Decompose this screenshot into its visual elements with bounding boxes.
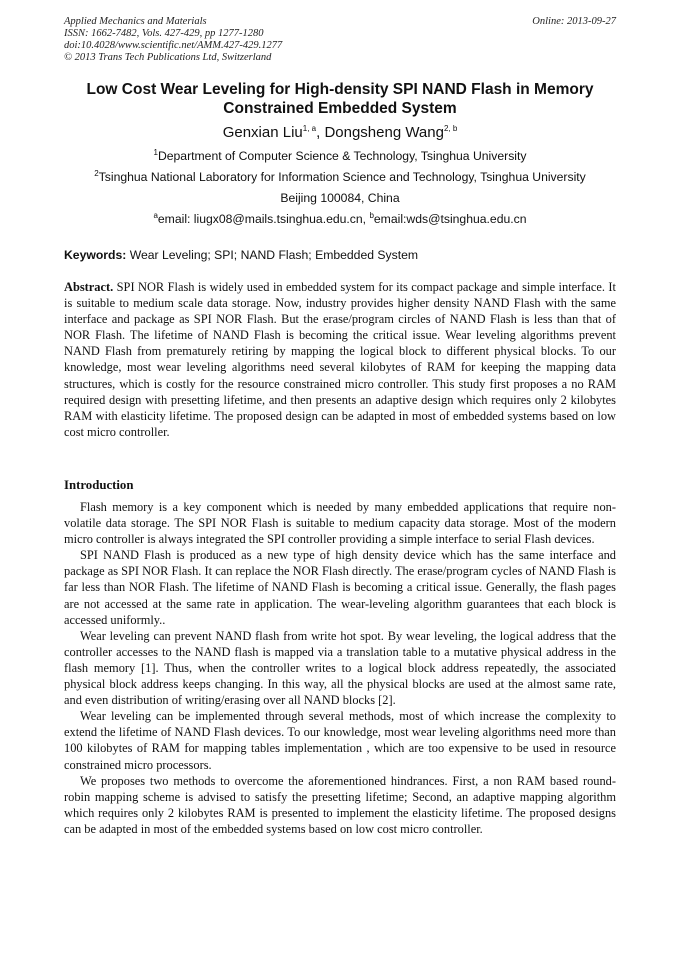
- affiliation-1: [64, 149, 616, 164]
- copyright-line: © 2013 Trans Tech Publications Ltd, Switzerland: [64, 52, 272, 63]
- keywords: [64, 248, 616, 263]
- section-heading-introduction: Introduction: [64, 478, 134, 492]
- journal-header: [64, 16, 616, 64]
- abstract: [64, 279, 616, 440]
- paragraph: Wear leveling can be implemented through several methods, most of which increase the complexity to extend the lifetime of NAND Flash devices. To our knowledge, most wear leveling algorithms need more than 100 kilobytes of RAM for mapping tables implementation , which are too expensive to be used in resource constrained micro processors.: [64, 709, 616, 772]
- keywords-label: Keywords:: [64, 248, 127, 262]
- introduction-body: [64, 499, 616, 837]
- email-superscript: b: [369, 210, 374, 220]
- online-date: Online: 2013-09-27: [532, 16, 616, 27]
- paragraph: We proposes two methods to overcome the aforementioned hindrances. First, a non RAM based round-robin mapping scheme is advised to satisfy the presetting lifetime; Second, an adaptive mapping algorithm which requires only 2 kilobytes RAM is presented to implement the elasticity lifetime. The proposed designs can be adapted in most of the embedded systems based on low cost micro controller.: [64, 773, 616, 836]
- affiliation-city: Beijing 100084, China: [280, 191, 400, 205]
- author-line: [64, 124, 616, 142]
- paragraph: Wear leveling can prevent NAND flash from write hot spot. By wear leveling, the logical address that the controller accesses to the NAND flash is mapped via a translation table to a mutative physical address in the flash memory [1]. Thus, when the controller writes to a logical block address repeatedly, the associated physical block address keeps changing. In this way, all the physical blocks are used at the almost same rate, and even distribution of writing/erasing over all NAND blocks [2].: [64, 628, 616, 708]
- author-name: Genxian Liu: [222, 124, 303, 141]
- affiliation-2: [64, 170, 616, 185]
- paper-title: Low Cost Wear Leveling for High-density SPI NAND Flash in Memory Constrained Embedded System: [86, 81, 594, 117]
- email-text: email:wds@tsinghua.edu.cn: [373, 212, 527, 226]
- affiliation-superscript: 1: [153, 147, 158, 157]
- issn-line: ISSN: 1662-7482, Vols. 427-429, pp 1277-1280: [64, 28, 264, 39]
- paragraph: Flash memory is a key component which is needed by many embedded applications that require non-volatile data storage. The SPI NOR Flash is suitable to medium capacity data storage. Most of the modern micro controller is always integrated the SPI controller providing a simple interface to serial Flash devices.: [64, 500, 616, 547]
- doi-line: doi:10.4028/www.scientific.net/AMM.427-429.1277: [64, 40, 283, 51]
- author-name: Dongsheng Wang: [324, 124, 444, 141]
- affiliation-text: Tsinghua National Laboratory for Information Science and Technology, Tsinghua University: [98, 170, 586, 184]
- affiliation-superscript: 2: [94, 168, 99, 178]
- email-superscript: a: [153, 210, 158, 220]
- author-separator: ,: [316, 124, 325, 141]
- author-superscript: 1, a: [302, 124, 317, 133]
- keywords-text: Wear Leveling; SPI; NAND Flash; Embedded System: [126, 248, 419, 262]
- paragraph: SPI NAND Flash is produced as a new type of high density device which has the same interface and package as SPI NOR Flash. It can replace the NOR Flash directly. The erase/program cycles of NAND Flash is far less than NOR Flash. The lifetime of NAND Flash is becoming a critical issue. Generally, the flash pages are not accessed at the same rate in application. The wear-leveling algorithm guarantees that each block is accessed uniformly..: [64, 548, 616, 627]
- affiliation-text: Department of Computer Science & Technology, Tsinghua University: [157, 149, 527, 163]
- email-line: [64, 212, 616, 227]
- abstract-text: SPI NOR Flash is widely used in embedded system for its compact package and simple interface. It is suitable to medium scale data storage. Now, industry provides higher density NAND Flash with the same interface and package as SPI NOR Flash. But the erase/program circles of NAND Flash is less than that of NOR Flash. The lifetime of NAND Flash is becoming the critical issue. Wear leveling algorithms prevent NAND Flash from prematurely retiring by mapping the logical block to different physical blocks. To our knowledge, most wear leveling algorithms need several kilobytes of RAM for keeping the mapping data structures, which is costly for the resource constrained micro controller. This study first proposes a no RAM required design with presetting lifetime, and then presents an adaptive design which requires only 2 kilobytes RAM with elasticity lifetime. The proposed design can be adapted in most of embedded systems based on low cost micro controller.: [64, 280, 616, 439]
- author-superscript: 2, b: [443, 124, 458, 133]
- abstract-label: Abstract.: [64, 280, 114, 294]
- journal-name: Applied Mechanics and Materials: [64, 16, 207, 27]
- email-text: email: liugx08@mails.tsinghua.edu.cn,: [157, 212, 370, 226]
